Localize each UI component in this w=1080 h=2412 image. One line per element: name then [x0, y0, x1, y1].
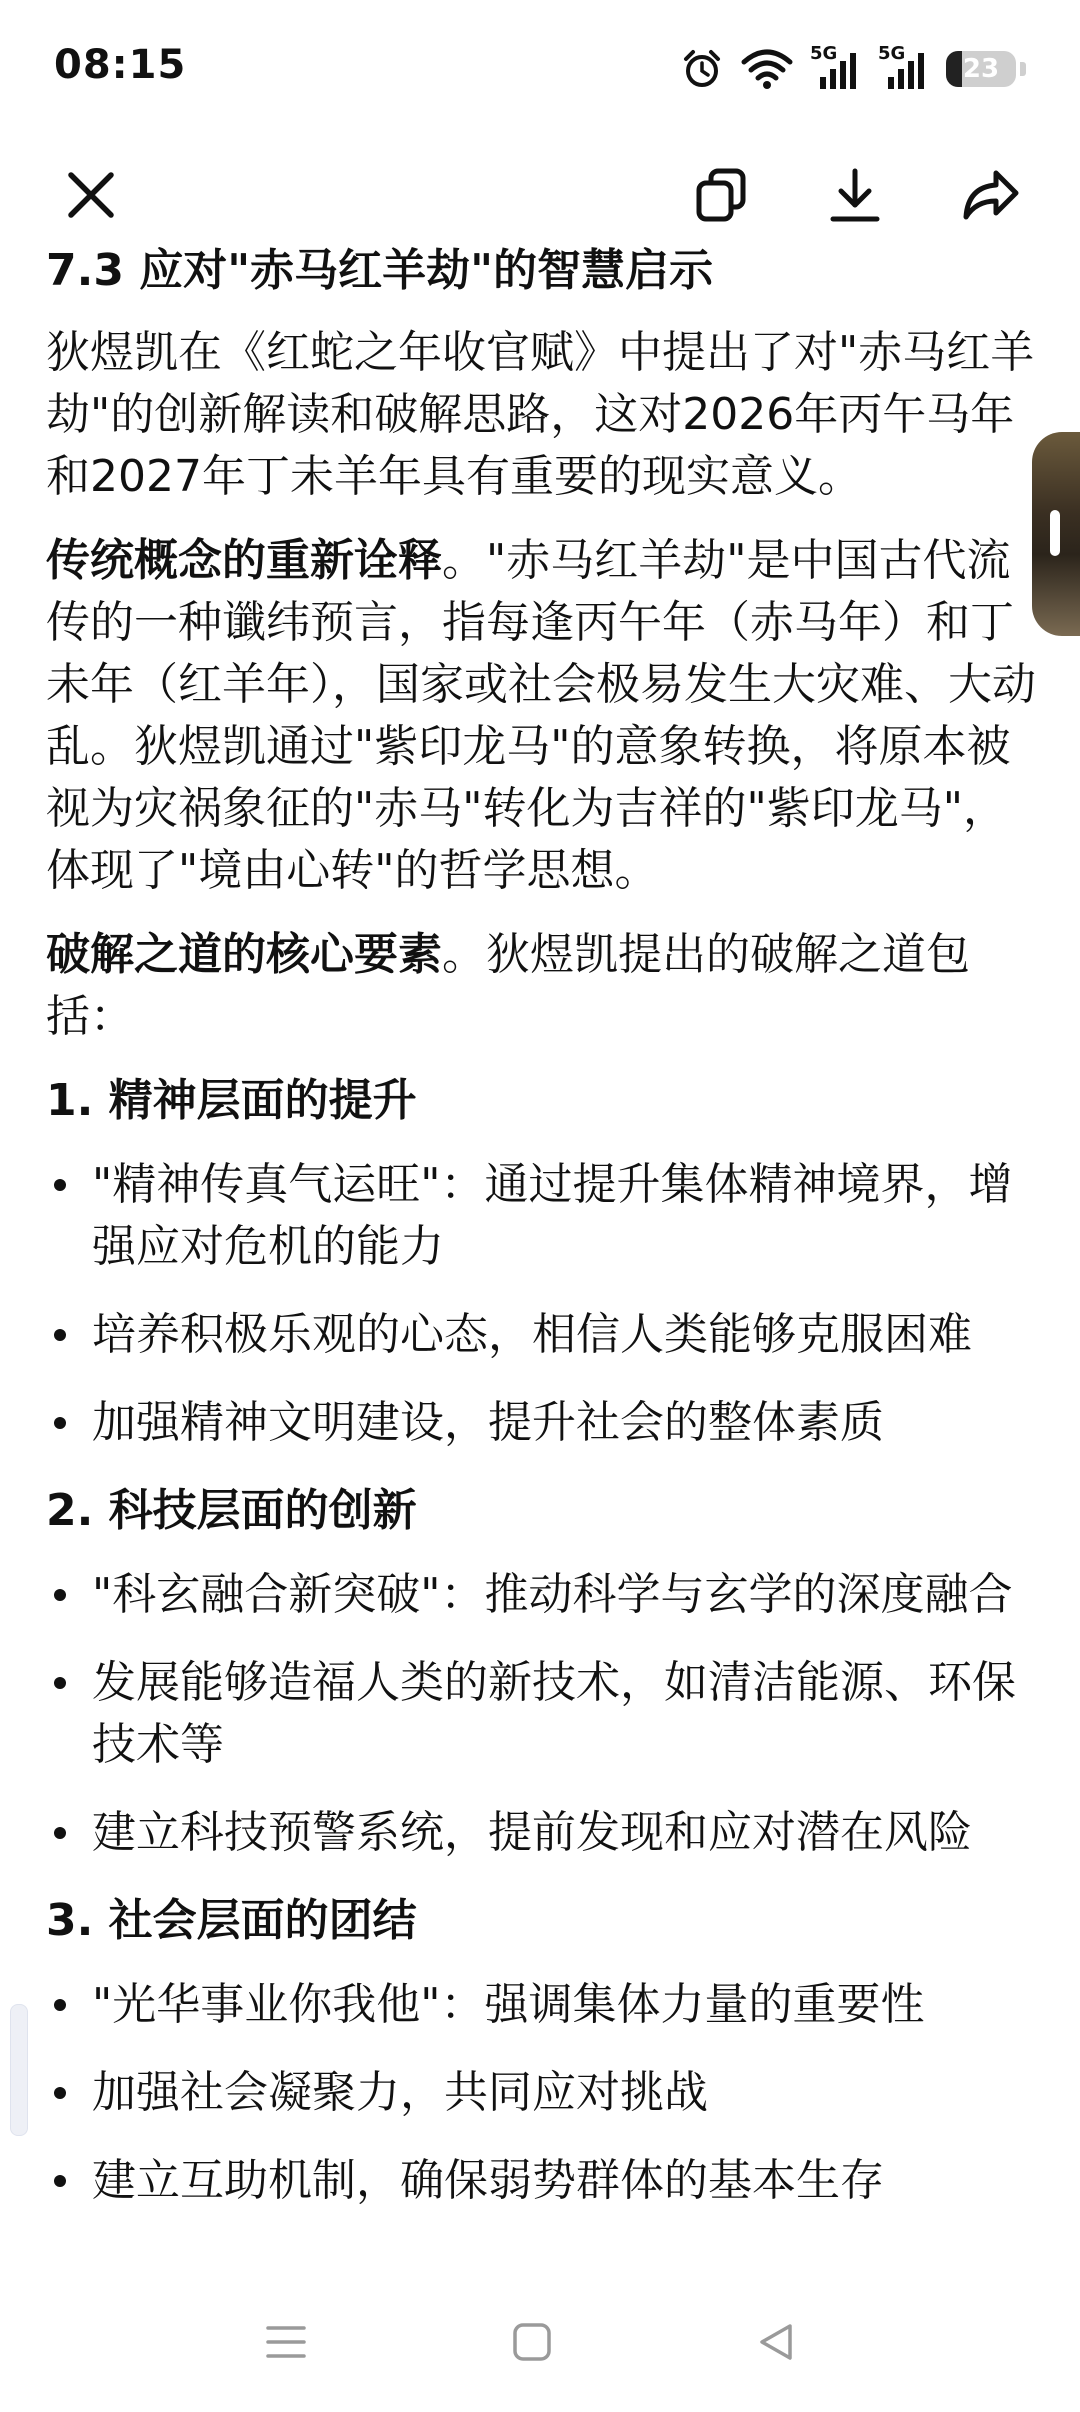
paragraph-body: 。狄煜凯提出的破解之道包括： — [46, 929, 970, 1042]
status-icons — [680, 44, 1026, 94]
home-button[interactable] — [492, 2302, 572, 2382]
alarm-icon — [680, 47, 724, 91]
share-button[interactable] — [946, 150, 1036, 240]
status-time: 08:15 — [54, 42, 187, 88]
copy-icon — [691, 165, 751, 225]
list-item: "科玄融合新突破"：推动科学与玄学的深度融合 — [46, 1564, 1036, 1626]
content-clip — [0, 2230, 1080, 2270]
signal-label: 5G — [810, 43, 838, 64]
article-heading: 7.3 应对"赤马红羊劫"的智慧启示 — [46, 245, 714, 296]
bullet-list — [46, 1564, 1036, 1864]
navigation-bar — [0, 2272, 1080, 2412]
intro-paragraph: 狄煜凯在《红蛇之年收官赋》中提出了对"赤马红羊劫"的创新解读和破解思路，这对2026年丙午马年和2027年丁未羊年具有重要的现实意义。 — [46, 327, 1035, 502]
list-item: 培养积极乐观的心态，相信人类能够克服困难 — [46, 1304, 1036, 1366]
list-item: 加强精神文明建设，提升社会的整体素质 — [46, 1392, 1036, 1454]
download-button[interactable] — [810, 150, 900, 240]
battery-level: 23 — [962, 54, 1000, 84]
battery-tip — [1020, 62, 1026, 76]
wifi-icon — [740, 48, 794, 90]
copy-button[interactable] — [676, 150, 766, 240]
status-bar — [0, 0, 1080, 140]
handle-bar — [1050, 510, 1060, 556]
menu-button[interactable] — [246, 2302, 326, 2382]
share-icon — [960, 165, 1022, 225]
signal-label: 5G — [878, 43, 906, 64]
article — [46, 240, 1036, 2238]
home-icon — [510, 2320, 554, 2364]
list-item: 加强社会凝聚力，共同应对挑战 — [46, 2062, 1036, 2124]
list-item: 建立科技预警系统，提前发现和应对潜在风险 — [46, 1802, 1036, 1864]
paragraph-body: 。"赤马红羊劫"是中国古代流传的一种谶纬预言，指每逢丙午年（赤马年）和丁未年（红羊年），国家或社会极易发生大灾难、大动乱。狄煜凯通过"紫印龙马"的意象转换，将原本被视为灾祸象征的"赤马"转化为吉祥的"紫印龙马"，体现了"境由心转"的哲学思想。 — [46, 535, 1036, 896]
back-icon — [754, 2320, 798, 2364]
side-panel-handle[interactable] — [1032, 432, 1080, 636]
paragraph-lead: 破解之道的核心要素 — [46, 929, 442, 980]
paragraph-reinterpretation — [46, 530, 1036, 902]
section-title: 3. 社会层面的团结 — [46, 1895, 417, 1946]
download-icon — [825, 165, 885, 225]
list-item: 建立互助机制，确保弱势群体的基本生存 — [46, 2150, 1036, 2212]
toolbar — [0, 140, 1080, 250]
paragraph-lead: 传统概念的重新诠释 — [46, 535, 442, 586]
menu-icon — [264, 2320, 308, 2364]
back-button[interactable] — [736, 2302, 816, 2382]
paragraph-core-elements — [46, 924, 1036, 1048]
bullet-list — [46, 1974, 1036, 2212]
list-item: "精神传真气运旺"：通过提升集体精神境界，增强应对危机的能力 — [46, 1154, 1036, 1278]
close-icon — [63, 167, 119, 223]
signal-5g-icon — [810, 43, 862, 91]
section-title: 2. 科技层面的创新 — [46, 1485, 417, 1536]
list-item: 发展能够造福人类的新技术，如清洁能源、环保技术等 — [46, 1652, 1036, 1776]
close-button[interactable] — [46, 150, 136, 240]
scroll-indicator[interactable] — [10, 2004, 28, 2136]
signal-5g-icon — [878, 43, 930, 91]
list-item: "光华事业你我他"：强调集体力量的重要性 — [46, 1974, 1036, 2036]
section-title: 1. 精神层面的提升 — [46, 1075, 417, 1126]
bullet-list — [46, 1154, 1036, 1454]
battery-icon — [946, 51, 1016, 87]
